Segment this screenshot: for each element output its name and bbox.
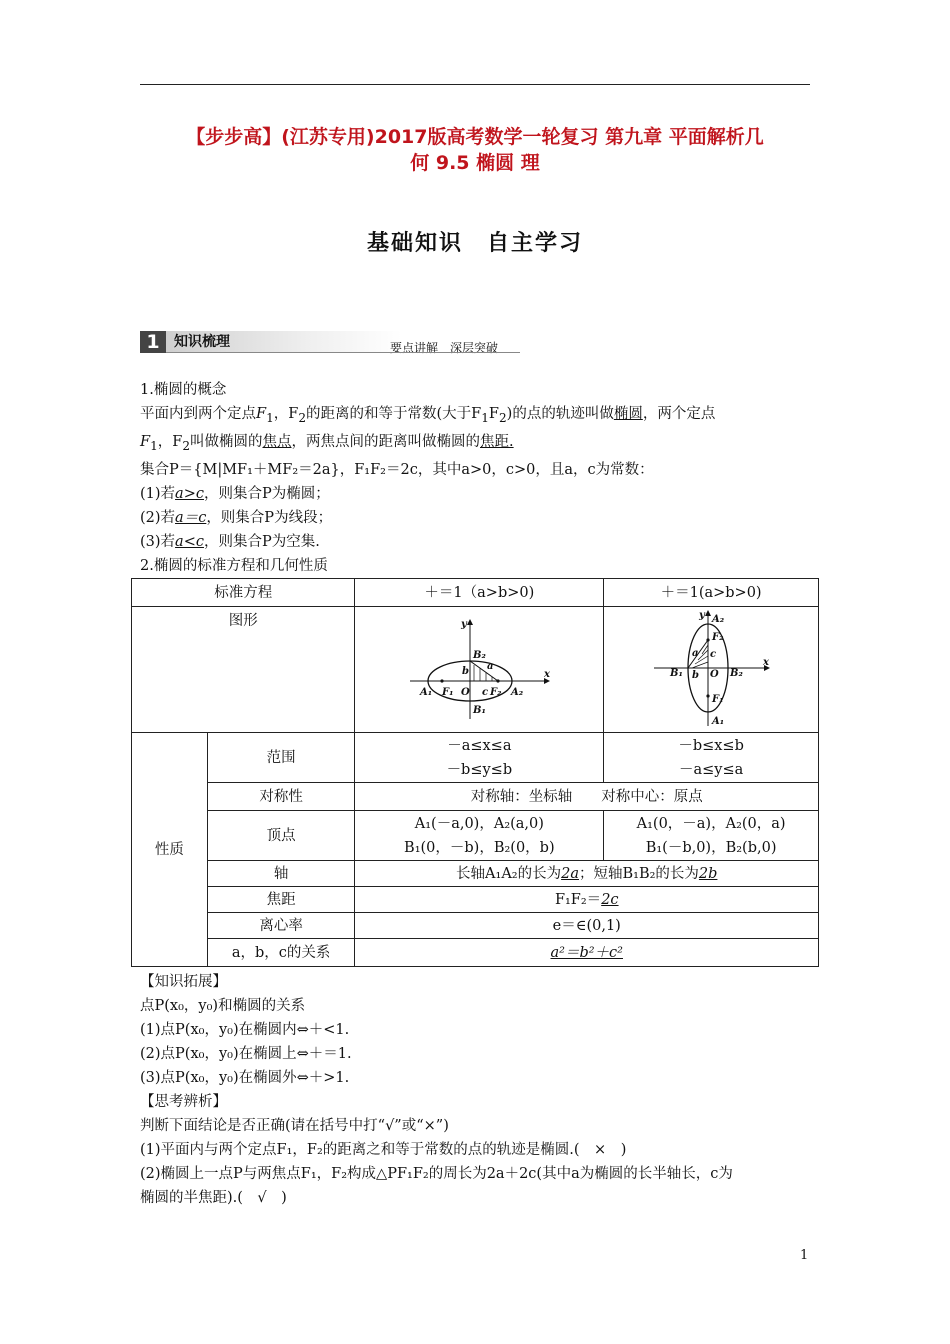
- header-rule: [140, 84, 810, 85]
- fig2-label-f2: F₂: [712, 631, 724, 643]
- focal-distance-label: 焦距: [207, 887, 355, 913]
- case-3: (3)若a<c，则集合P为空集.: [140, 533, 320, 550]
- header-figure: 图形: [132, 607, 355, 733]
- concept-paragraph-1: 平面内到两个定点$F_1$，$F_2$的距离的和等于常数(大于$F_1F_2$)的点的轨迹叫做椭圆，两个定点: [140, 406, 716, 425]
- relation-value: a²＝b²＋c²: [355, 939, 819, 967]
- focal-distance-value: F₁F₂＝2c: [355, 887, 819, 913]
- figure-horizontal-cell: [355, 607, 604, 733]
- concept-block: [140, 378, 820, 578]
- title-line-1: 【步步高】(江苏专用)2017版高考数学一轮复习 第九章 平面解析几: [186, 126, 764, 148]
- fig1-label-a2: A₂: [511, 686, 524, 698]
- extension-line-1: (1)点P(x₀，y₀)在椭圆内⇔＋<1.: [140, 1022, 350, 1038]
- extension-block: [140, 970, 820, 1210]
- vertex-label: 顶点: [207, 811, 355, 861]
- symmetry-label: 对称性: [207, 783, 355, 811]
- term-focus: 焦点: [262, 433, 292, 450]
- vertex-horizontal: A₁(－a,0)，A₂(a,0) B₁(0，－b)，B₂(0，b): [355, 811, 604, 861]
- fig2-label-b: b: [692, 669, 700, 681]
- fig1-label-a: a: [487, 660, 494, 672]
- fig2-label-a: a: [692, 647, 699, 659]
- fig2-label-x: x: [763, 656, 770, 668]
- thinking-heading: 【思考辨析】: [140, 1094, 227, 1110]
- fig1-label-b1: B₁: [473, 704, 487, 716]
- fig2-label-b2: B₂: [730, 667, 743, 679]
- set-definition: 集合P＝{M|MF₁＋MF₂＝2a}，F₁F₂＝2c，其中a>0，c>0，且a，c为常数：: [140, 461, 654, 478]
- fig2-label-f1: F₁: [712, 693, 724, 705]
- section-underline: [166, 352, 520, 353]
- range-vertical: －b≤x≤b －a≤y≤a: [604, 733, 819, 783]
- range-horizontal: －a≤x≤a －b≤y≤b: [355, 733, 604, 783]
- fig1-label-b2: B₂: [473, 649, 487, 661]
- section-bar: [140, 331, 520, 353]
- extension-intro: 点P(x₀，y₀)和椭圆的关系: [140, 998, 306, 1014]
- page-number: 1: [800, 1248, 809, 1263]
- fig1-label-c: c: [482, 686, 489, 698]
- fig2-label-a2: A₂: [712, 613, 725, 625]
- ellipse-properties-table: [131, 578, 819, 967]
- fig1-label-y: y: [461, 618, 468, 630]
- fig1-label-f2: F₂: [490, 686, 502, 698]
- concept-paragraph-2: $F_1$，$F_2$叫做椭圆的焦点，两焦点间的距离叫做椭圆的焦距.: [140, 433, 514, 453]
- axis-value: 长轴A₁A₂的长为2a；短轴B₁B₂的长为2b: [355, 861, 819, 887]
- section-label: 知识梳理: [166, 331, 402, 353]
- extension-heading: 【知识拓展】: [140, 974, 227, 990]
- fig2-label-a1: A₁: [712, 715, 725, 727]
- term-ellipse: 椭圆: [613, 406, 643, 422]
- case-2: (2)若a＝c，则集合P为线段；: [140, 509, 333, 526]
- equation-horizontal: ＋＝1（a>b>0): [355, 579, 604, 607]
- fig1-label-o: O: [461, 686, 471, 698]
- eccentricity-label: 离心率: [207, 913, 355, 939]
- fig1-label-f1: F₁: [442, 686, 454, 698]
- vertical-ellipse-figure: [646, 610, 776, 730]
- section-number: 1: [140, 331, 166, 353]
- fig2-label-o: O: [710, 668, 719, 680]
- thinking-intro: 判断下面结论是否正确(请在括号中打“√”或“×”): [140, 1118, 449, 1134]
- equation-vertical: ＋＝1(a>b>0): [604, 579, 819, 607]
- properties-label: 性质: [132, 733, 208, 967]
- eccentricity-value: e＝∈(0,1): [355, 913, 819, 939]
- fig2-label-c: c: [710, 648, 717, 660]
- fig2-label-y: y: [699, 609, 705, 621]
- range-label: 范围: [207, 733, 355, 783]
- document-title: [140, 124, 810, 176]
- symmetry-value: 对称轴：坐标轴 对称中心：原点: [355, 783, 819, 811]
- relation-label: a，b，c的关系: [207, 939, 355, 967]
- title-line-2: 何 9.5 椭圆 理: [410, 152, 540, 174]
- thinking-question-2-line-2: 椭圆的半焦距).( √ ): [140, 1190, 287, 1206]
- concept-heading: 1.椭圆的概念: [140, 382, 227, 398]
- term-focal-distance: 焦距.: [480, 433, 514, 450]
- thinking-question-2-line-1: (2)椭圆上一点P与两焦点F₁，F₂构成△PF₁F₂的周长为2a＋2c(其中a为椭圆的长半轴长，c为: [140, 1166, 733, 1182]
- axis-label: 轴: [207, 861, 355, 887]
- header-standard-equation: 标准方程: [132, 579, 355, 607]
- fig2-label-b1: B₁: [670, 667, 683, 679]
- vertex-vertical: A₁(0，－a)，A₂(0，a) B₁(－b,0)，B₂(b,0): [604, 811, 819, 861]
- section-subtitle: 要点讲解 深层突破: [390, 341, 499, 355]
- case-1: (1)若a>c，则集合P为椭圆；: [140, 485, 330, 502]
- fig1-label-x: x: [544, 668, 551, 680]
- extension-line-3: (3)点P(x₀，y₀)在椭圆外⇔＋>1.: [140, 1070, 350, 1086]
- section-title: 基础知识 自主学习: [366, 231, 583, 256]
- extension-line-2: (2)点P(x₀，y₀)在椭圆上⇔＋＝1.: [140, 1046, 352, 1062]
- fig1-label-b: b: [462, 665, 470, 677]
- thinking-question-1: (1)平面内与两个定点F₁，F₂的距离之和等于常数的点的轨迹是椭圆.( × ): [140, 1142, 627, 1158]
- table-heading: 2.椭圆的标准方程和几何性质: [140, 557, 328, 574]
- fig1-label-a1: A₁: [420, 686, 433, 698]
- figure-vertical-cell: [604, 607, 819, 733]
- horizontal-ellipse-figure: [404, 615, 554, 725]
